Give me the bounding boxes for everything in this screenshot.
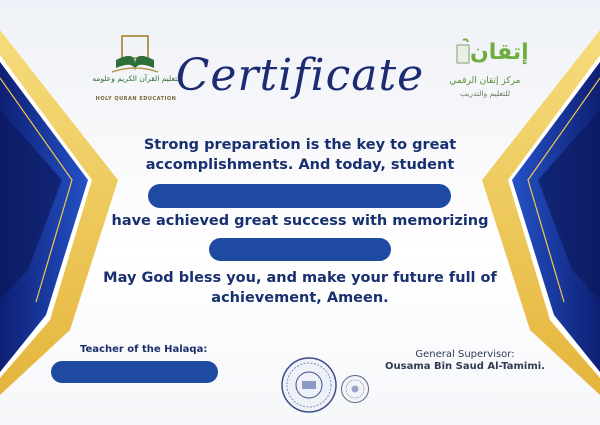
right-logo-line2: للتعليم والتدريب (459, 89, 511, 98)
supervisor-label: General Supervisor: (415, 349, 515, 360)
body-line-1: Strong preparation is the key to great (143, 137, 457, 153)
left-logo-arabic: لتعليم القرآن الكريم وعلومه (92, 74, 180, 83)
official-stamp-small (340, 374, 370, 404)
right-logo-line1: مركز إتقان الرقمي (449, 76, 521, 86)
teacher-label: Teacher of the Halaqa: (80, 344, 208, 355)
body-line-3: have achieved great success with memorizing (111, 213, 489, 229)
teacher-name-field[interactable] (51, 361, 218, 383)
body-line-5: achievement, Ameen. (211, 290, 389, 306)
body-line-2: accomplishments. And today, student (145, 157, 455, 173)
supervisor-name: Ousama Bin Saud Al-Tamimi. (385, 361, 545, 372)
right-logo-brand: إتقان (470, 40, 529, 65)
official-stamp-large (280, 356, 338, 414)
memorized-portion-field[interactable] (209, 238, 391, 261)
certificate-title: Certificate (175, 50, 425, 101)
student-name-field[interactable] (148, 184, 451, 208)
body-line-4: May God bless you, and make your future full of (103, 270, 497, 286)
left-logo-english: HOLY QURAN EDUCATION (95, 96, 177, 102)
